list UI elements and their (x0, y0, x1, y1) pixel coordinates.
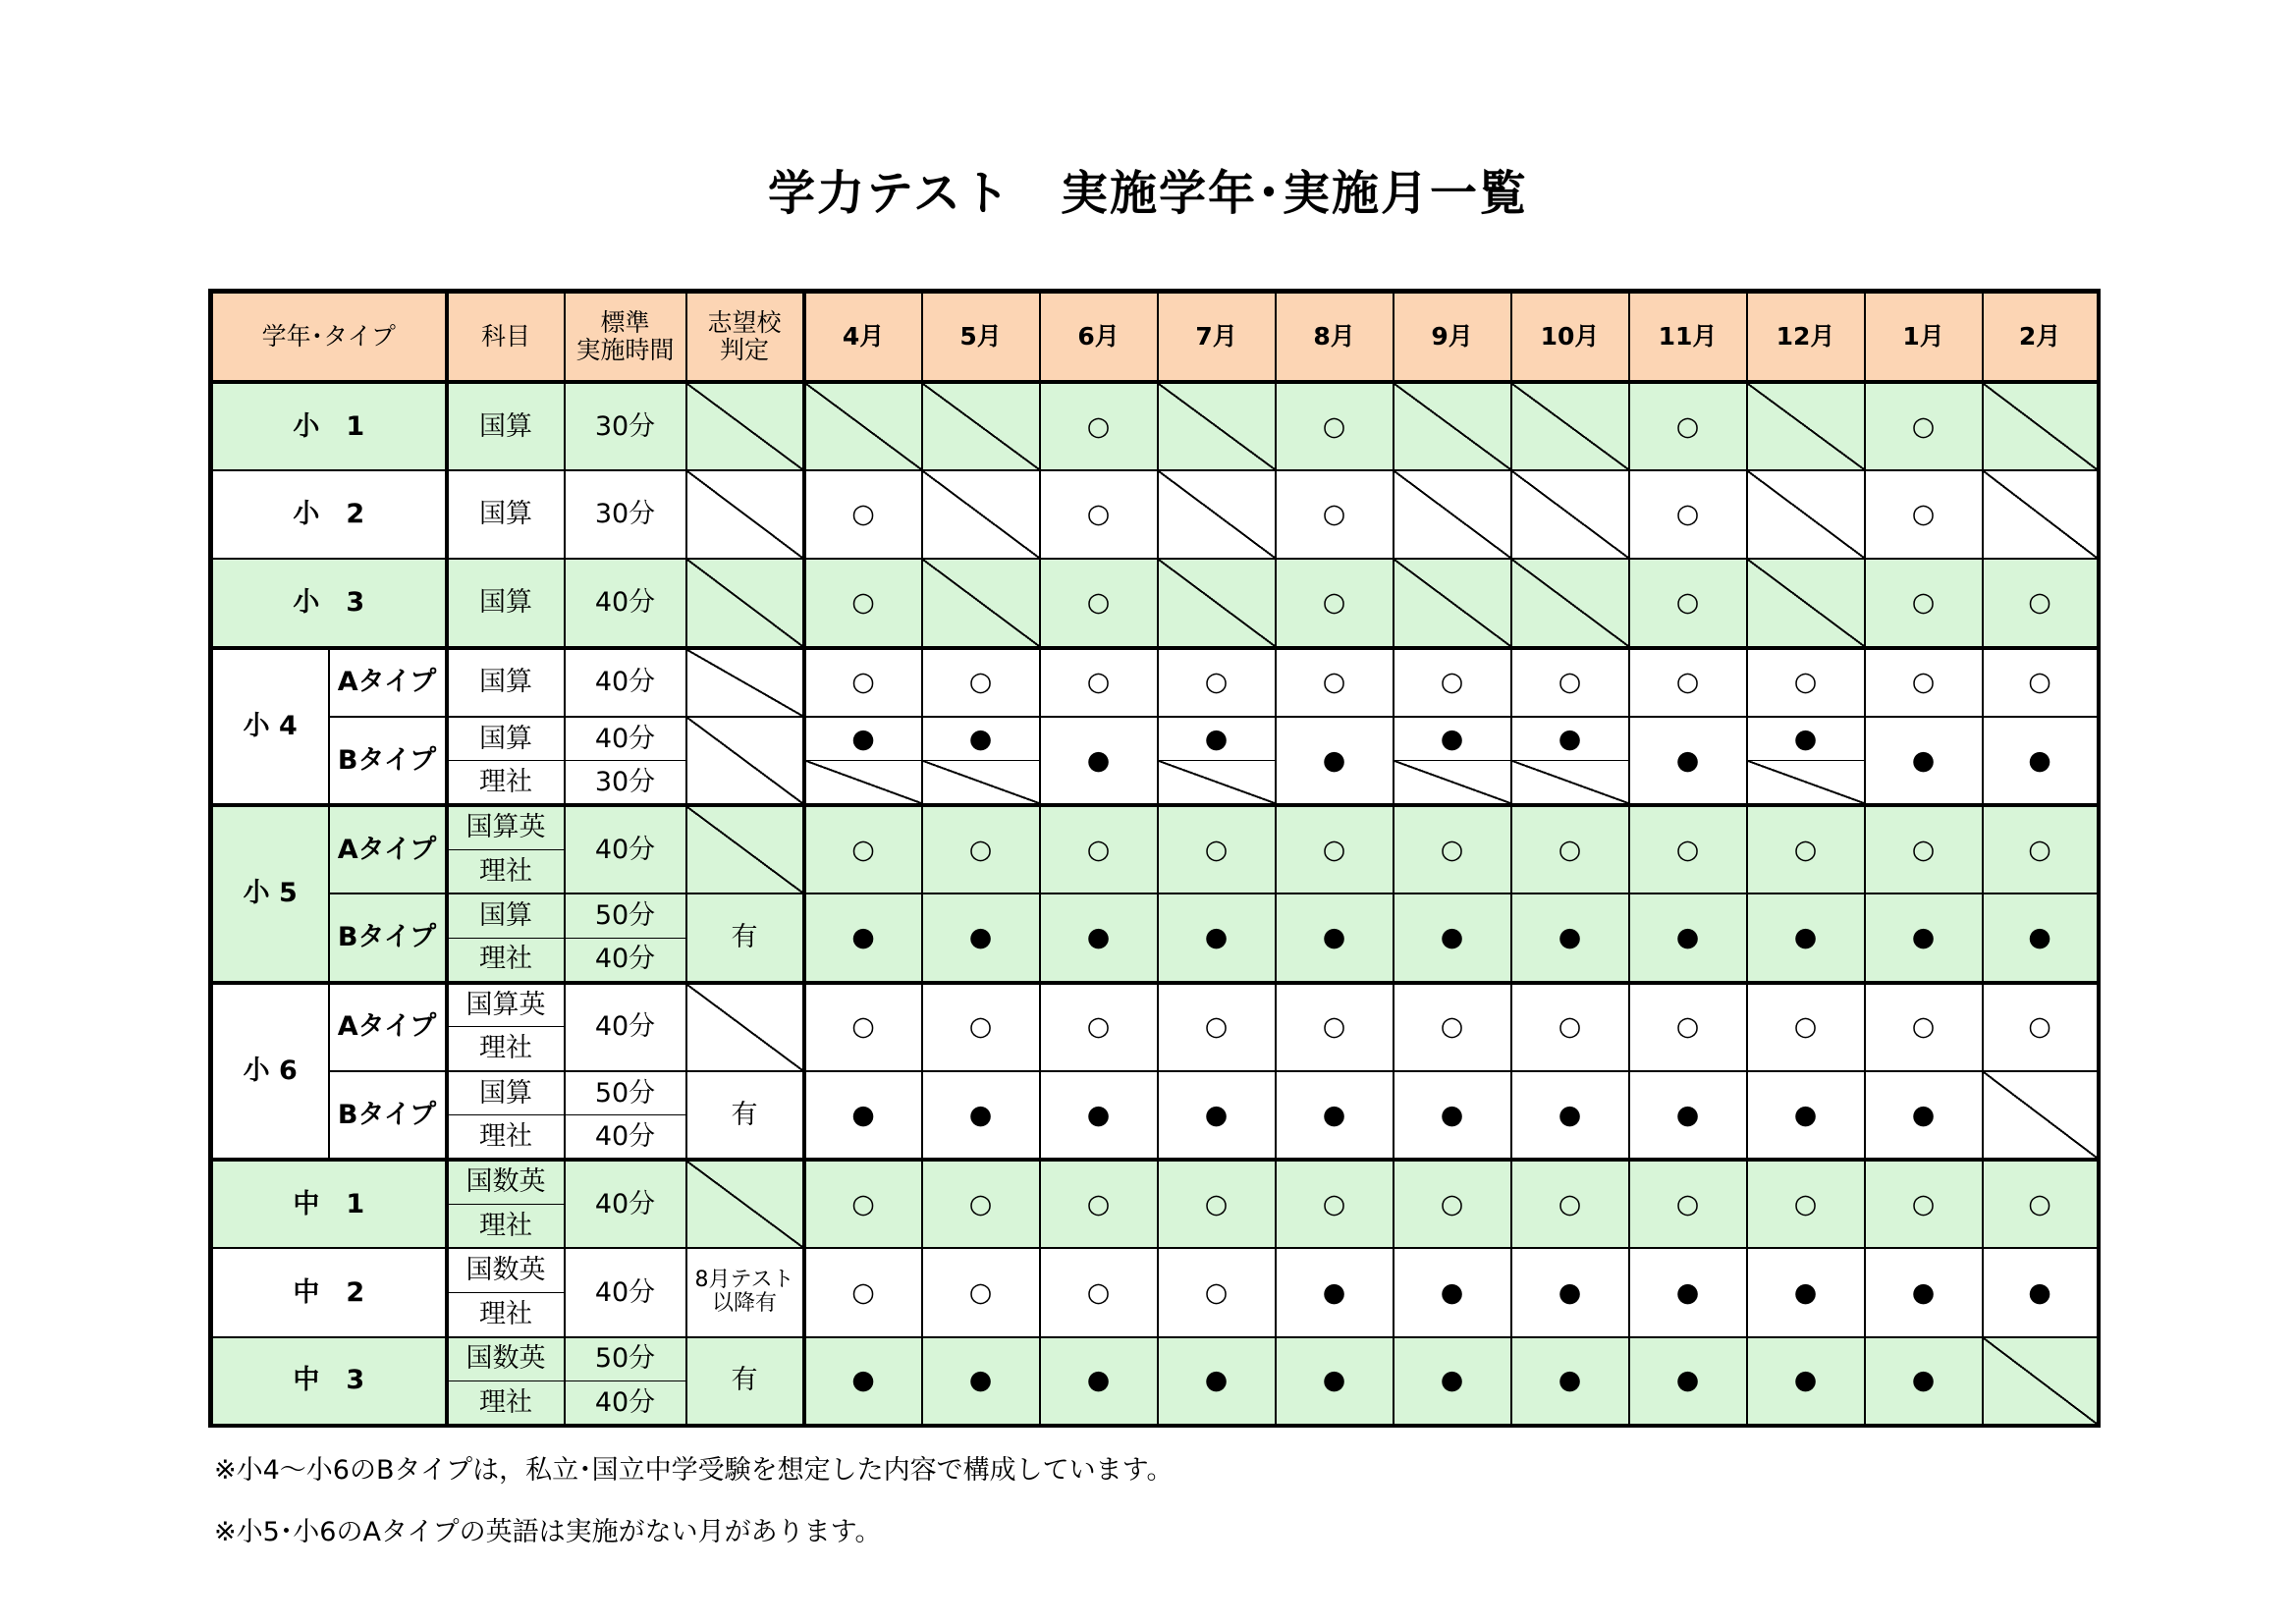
time-cell: 40分 (565, 648, 686, 717)
month-mark-filled: ● (1040, 1337, 1158, 1426)
month-cell-empty (804, 761, 922, 805)
month-mark-open: ○ (1983, 1160, 2099, 1248)
month-mark-open: ○ (1394, 648, 1511, 717)
month-mark-open: ○ (1629, 470, 1747, 559)
month-mark-open: ○ (922, 1160, 1040, 1248)
month-mark-filled: ● (1747, 1248, 1865, 1336)
month-mark-filled: ● (922, 1071, 1040, 1160)
month-cell-empty (1747, 761, 1865, 805)
month-mark-open: ○ (1040, 470, 1158, 559)
judge-cell-empty (686, 1160, 804, 1248)
month-mark-filled: ● (1158, 1337, 1276, 1426)
month-mark-open: ○ (1158, 1160, 1276, 1248)
month-cell-empty (1983, 382, 2099, 470)
row-e6-b1 (211, 1071, 2099, 1115)
month-mark-open: ○ (922, 648, 1040, 717)
month-mark-open: ○ (1276, 805, 1394, 893)
header-month: 5月 (922, 292, 1040, 382)
month-mark-filled: ● (1394, 1071, 1511, 1160)
row-e2 (211, 470, 2099, 559)
month-mark-filled: ● (1394, 1248, 1511, 1336)
time-cell: 50分 (565, 893, 686, 938)
grade-label: 中 3 (211, 1337, 447, 1426)
month-mark-open: ○ (922, 805, 1040, 893)
month-cell-empty (1983, 1337, 2099, 1426)
header-month: 10月 (1511, 292, 1629, 382)
month-mark-open: ○ (804, 1248, 922, 1336)
time-cell: 40分 (565, 938, 686, 982)
month-mark-filled: ● (1865, 1248, 1983, 1336)
judge-cell: 有 (686, 1337, 804, 1426)
header-month: 4月 (804, 292, 922, 382)
month-mark-filled: ● (1511, 1071, 1629, 1160)
month-mark-filled: ● (1865, 1071, 1983, 1160)
subject-cell: 国算 (447, 382, 565, 470)
row-e6-a1 (211, 983, 2099, 1027)
month-mark-open: ○ (1865, 648, 1983, 717)
month-mark-open: ○ (1865, 382, 1983, 470)
month-cell-empty (922, 470, 1040, 559)
month-mark-open: ○ (1276, 559, 1394, 647)
subject-cell: 国算 (447, 893, 565, 938)
subject-cell: 理社 (447, 1027, 565, 1071)
month-mark-open: ○ (1629, 559, 1747, 647)
month-cell-empty (1747, 559, 1865, 647)
month-mark-open: ○ (1394, 983, 1511, 1071)
month-mark-open: ○ (922, 983, 1040, 1071)
month-mark-filled: ● (922, 893, 1040, 982)
month-mark-filled: ● (1629, 1248, 1747, 1336)
row-e4-b1 (211, 717, 2099, 761)
month-mark-open: ○ (1158, 1248, 1276, 1336)
subject-cell: 国算英 (447, 805, 565, 849)
subject-cell: 理社 (447, 1381, 565, 1426)
month-mark-open: ○ (1511, 1160, 1629, 1248)
row-m2-1 (211, 1248, 2099, 1292)
subject-cell: 国数英 (447, 1337, 565, 1381)
month-mark-filled: ● (1158, 717, 1276, 761)
month-cell-empty (1747, 382, 1865, 470)
type-label: Bタイプ (329, 893, 447, 982)
month-mark-open: ○ (1629, 648, 1747, 717)
month-mark-open: ○ (1394, 1160, 1511, 1248)
month-mark-open: ○ (922, 1248, 1040, 1336)
subject-cell: 国算英 (447, 983, 565, 1027)
header-school-judgement: 志望校 判定 (686, 292, 804, 382)
month-cell-empty (1511, 470, 1629, 559)
judge-cell-empty (686, 983, 804, 1071)
month-cell-empty (1511, 559, 1629, 647)
month-mark-filled: ● (1158, 893, 1276, 982)
month-mark-filled: ● (1040, 717, 1158, 805)
row-m3-1 (211, 1337, 2099, 1381)
month-mark-filled: ● (922, 1337, 1040, 1426)
month-mark-open: ○ (1158, 648, 1276, 717)
header-month: 7月 (1158, 292, 1276, 382)
time-cell: 50分 (565, 1071, 686, 1115)
subject-cell: 国数英 (447, 1160, 565, 1204)
month-mark-filled: ● (1276, 1071, 1394, 1160)
row-e4-a (211, 648, 2099, 717)
month-mark-open: ○ (1040, 648, 1158, 717)
month-mark-filled: ● (1865, 1337, 1983, 1426)
month-mark-open: ○ (1983, 805, 2099, 893)
month-mark-filled: ● (922, 717, 1040, 761)
header-month: 11月 (1629, 292, 1747, 382)
row-e5-b1 (211, 893, 2099, 938)
header-grade-type: 学年･タイプ (211, 292, 447, 382)
month-mark-filled: ● (1276, 717, 1394, 805)
judge-cell-empty (686, 648, 804, 717)
month-mark-open: ○ (1158, 805, 1276, 893)
time-cell: 40分 (565, 1160, 686, 1248)
grade-label: 小 2 (211, 470, 447, 559)
row-e1 (211, 382, 2099, 470)
month-mark-open: ○ (1276, 983, 1394, 1071)
header-month: 1月 (1865, 292, 1983, 382)
header-month: 8月 (1276, 292, 1394, 382)
month-mark-filled: ● (1394, 893, 1511, 982)
month-mark-filled: ● (1511, 1248, 1629, 1336)
judge-cell: 有 (686, 893, 804, 982)
grade-label: 小 4 (211, 648, 329, 805)
month-cell-empty (1158, 761, 1276, 805)
grade-label: 中 2 (211, 1248, 447, 1336)
judge-cell-empty (686, 805, 804, 893)
month-mark-open: ○ (1629, 983, 1747, 1071)
month-mark-open: ○ (804, 983, 922, 1071)
month-mark-open: ○ (1747, 983, 1865, 1071)
header-month: 9月 (1394, 292, 1511, 382)
month-mark-open: ○ (804, 805, 922, 893)
month-mark-filled: ● (1511, 717, 1629, 761)
subject-cell: 理社 (447, 1115, 565, 1160)
month-mark-filled: ● (1983, 1248, 2099, 1336)
month-mark-filled: ● (1747, 893, 1865, 982)
header-standard-time: 標準 実施時間 (565, 292, 686, 382)
time-cell: 50分 (565, 1337, 686, 1381)
schedule-table (208, 289, 2101, 1428)
time-cell: 30分 (565, 761, 686, 805)
month-mark-filled: ● (1276, 1248, 1394, 1336)
month-mark-filled: ● (1040, 1071, 1158, 1160)
header-month: 6月 (1040, 292, 1158, 382)
month-cell-empty (1983, 1071, 2099, 1160)
month-mark-open: ○ (804, 559, 922, 647)
judge-cell: 有 (686, 1071, 804, 1160)
month-cell-empty (1747, 470, 1865, 559)
month-mark-filled: ● (1629, 1071, 1747, 1160)
month-mark-open: ○ (1865, 1160, 1983, 1248)
month-cell-empty (922, 382, 1040, 470)
month-mark-filled: ● (1158, 1071, 1276, 1160)
month-mark-open: ○ (804, 648, 922, 717)
month-cell-empty (1158, 559, 1276, 647)
time-cell: 30分 (565, 470, 686, 559)
subject-cell: 国算 (447, 648, 565, 717)
judge-cell-empty (686, 470, 804, 559)
month-mark-filled: ● (1747, 1337, 1865, 1426)
judge-cell: 8月テスト 以降有 (686, 1248, 804, 1336)
subject-cell: 理社 (447, 1204, 565, 1248)
month-mark-filled: ● (1276, 1337, 1394, 1426)
month-mark-open: ○ (1040, 382, 1158, 470)
month-mark-filled: ● (1629, 893, 1747, 982)
subject-cell: 国算 (447, 559, 565, 647)
month-cell-empty (1511, 761, 1629, 805)
month-mark-open: ○ (804, 1160, 922, 1248)
month-mark-open: ○ (1511, 648, 1629, 717)
month-mark-open: ○ (1276, 1160, 1394, 1248)
month-cell-empty (922, 761, 1040, 805)
footnote: ※小4～小6のBタイプは，私立･国立中学受験を想定した内容で構成しています。 (214, 1455, 1174, 1486)
month-mark-filled: ● (1983, 893, 2099, 982)
month-mark-filled: ● (804, 1337, 922, 1426)
month-mark-filled: ● (804, 1071, 922, 1160)
subject-cell: 理社 (447, 1292, 565, 1336)
month-mark-open: ○ (1865, 559, 1983, 647)
grade-label: 小 3 (211, 559, 447, 647)
month-cell-empty (922, 559, 1040, 647)
month-cell-empty (804, 382, 922, 470)
month-mark-open: ○ (1040, 983, 1158, 1071)
type-label: Aタイプ (329, 805, 447, 893)
month-mark-filled: ● (1865, 717, 1983, 805)
month-mark-filled: ● (1747, 717, 1865, 761)
month-mark-filled: ● (1040, 893, 1158, 982)
month-mark-open: ○ (1158, 983, 1276, 1071)
month-mark-open: ○ (1040, 805, 1158, 893)
row-e5-a1 (211, 805, 2099, 849)
type-label: Aタイプ (329, 983, 447, 1071)
grade-label: 中 1 (211, 1160, 447, 1248)
month-mark-open: ○ (1276, 470, 1394, 559)
month-mark-open: ○ (1747, 805, 1865, 893)
month-mark-open: ○ (1983, 983, 2099, 1071)
month-cell-empty (1394, 559, 1511, 647)
month-mark-open: ○ (1511, 983, 1629, 1071)
month-mark-open: ○ (1040, 559, 1158, 647)
month-mark-filled: ● (1983, 717, 2099, 805)
page-title: 学力テスト 実施学年･実施月一覧 (767, 166, 1529, 221)
month-mark-filled: ● (1511, 893, 1629, 982)
subject-cell: 理社 (447, 849, 565, 893)
month-cell-empty (1394, 761, 1511, 805)
time-cell: 40分 (565, 717, 686, 761)
month-mark-open: ○ (1865, 470, 1983, 559)
type-label: Aタイプ (329, 648, 447, 717)
subject-cell: 理社 (447, 938, 565, 982)
month-cell-empty (1511, 382, 1629, 470)
time-cell: 40分 (565, 983, 686, 1071)
month-mark-open: ○ (1865, 805, 1983, 893)
header-month: 2月 (1983, 292, 2099, 382)
month-mark-filled: ● (1629, 717, 1747, 805)
month-mark-open: ○ (1629, 382, 1747, 470)
judge-cell-empty (686, 559, 804, 647)
header-row (211, 292, 2099, 382)
month-mark-filled: ● (1865, 893, 1983, 982)
month-mark-open: ○ (1865, 983, 1983, 1071)
month-mark-open: ○ (1040, 1248, 1158, 1336)
month-mark-filled: ● (1747, 1071, 1865, 1160)
judge-cell-empty (686, 717, 804, 805)
month-cell-empty (1983, 470, 2099, 559)
type-label: Bタイプ (329, 1071, 447, 1160)
row-m1-1 (211, 1160, 2099, 1204)
month-mark-filled: ● (1394, 1337, 1511, 1426)
month-mark-filled: ● (804, 717, 922, 761)
month-mark-filled: ● (1629, 1337, 1747, 1426)
footnote: ※小5･小6のAタイプの英語は実施がない月があります。 (214, 1517, 882, 1547)
month-mark-open: ○ (1983, 559, 2099, 647)
time-cell: 40分 (565, 805, 686, 893)
month-mark-filled: ● (1511, 1337, 1629, 1426)
judge-cell-empty (686, 382, 804, 470)
time-cell: 30分 (565, 382, 686, 470)
month-mark-open: ○ (1276, 382, 1394, 470)
header-month: 12月 (1747, 292, 1865, 382)
month-mark-open: ○ (1629, 1160, 1747, 1248)
row-e3 (211, 559, 2099, 647)
month-mark-open: ○ (1394, 805, 1511, 893)
month-mark-open: ○ (1511, 805, 1629, 893)
month-mark-open: ○ (1276, 648, 1394, 717)
header-subject: 科目 (447, 292, 565, 382)
subject-cell: 理社 (447, 761, 565, 805)
month-cell-empty (1158, 382, 1276, 470)
subject-cell: 国算 (447, 1071, 565, 1115)
time-cell: 40分 (565, 1115, 686, 1160)
time-cell: 40分 (565, 1381, 686, 1426)
month-cell-empty (1394, 382, 1511, 470)
time-cell: 40分 (565, 559, 686, 647)
month-cell-empty (1158, 470, 1276, 559)
grade-label: 小 6 (211, 983, 329, 1161)
month-mark-open: ○ (804, 470, 922, 559)
month-mark-open: ○ (1983, 648, 2099, 717)
subject-cell: 国数英 (447, 1248, 565, 1292)
month-mark-open: ○ (1747, 648, 1865, 717)
month-mark-filled: ● (804, 893, 922, 982)
month-mark-open: ○ (1747, 1160, 1865, 1248)
time-cell: 40分 (565, 1248, 686, 1336)
month-mark-open: ○ (1040, 1160, 1158, 1248)
month-cell-empty (1394, 470, 1511, 559)
month-mark-open: ○ (1629, 805, 1747, 893)
subject-cell: 国算 (447, 470, 565, 559)
grade-label: 小 1 (211, 382, 447, 470)
type-label: Bタイプ (329, 717, 447, 805)
subject-cell: 国算 (447, 717, 565, 761)
month-mark-filled: ● (1394, 717, 1511, 761)
month-mark-filled: ● (1276, 893, 1394, 982)
grade-label: 小 5 (211, 805, 329, 983)
